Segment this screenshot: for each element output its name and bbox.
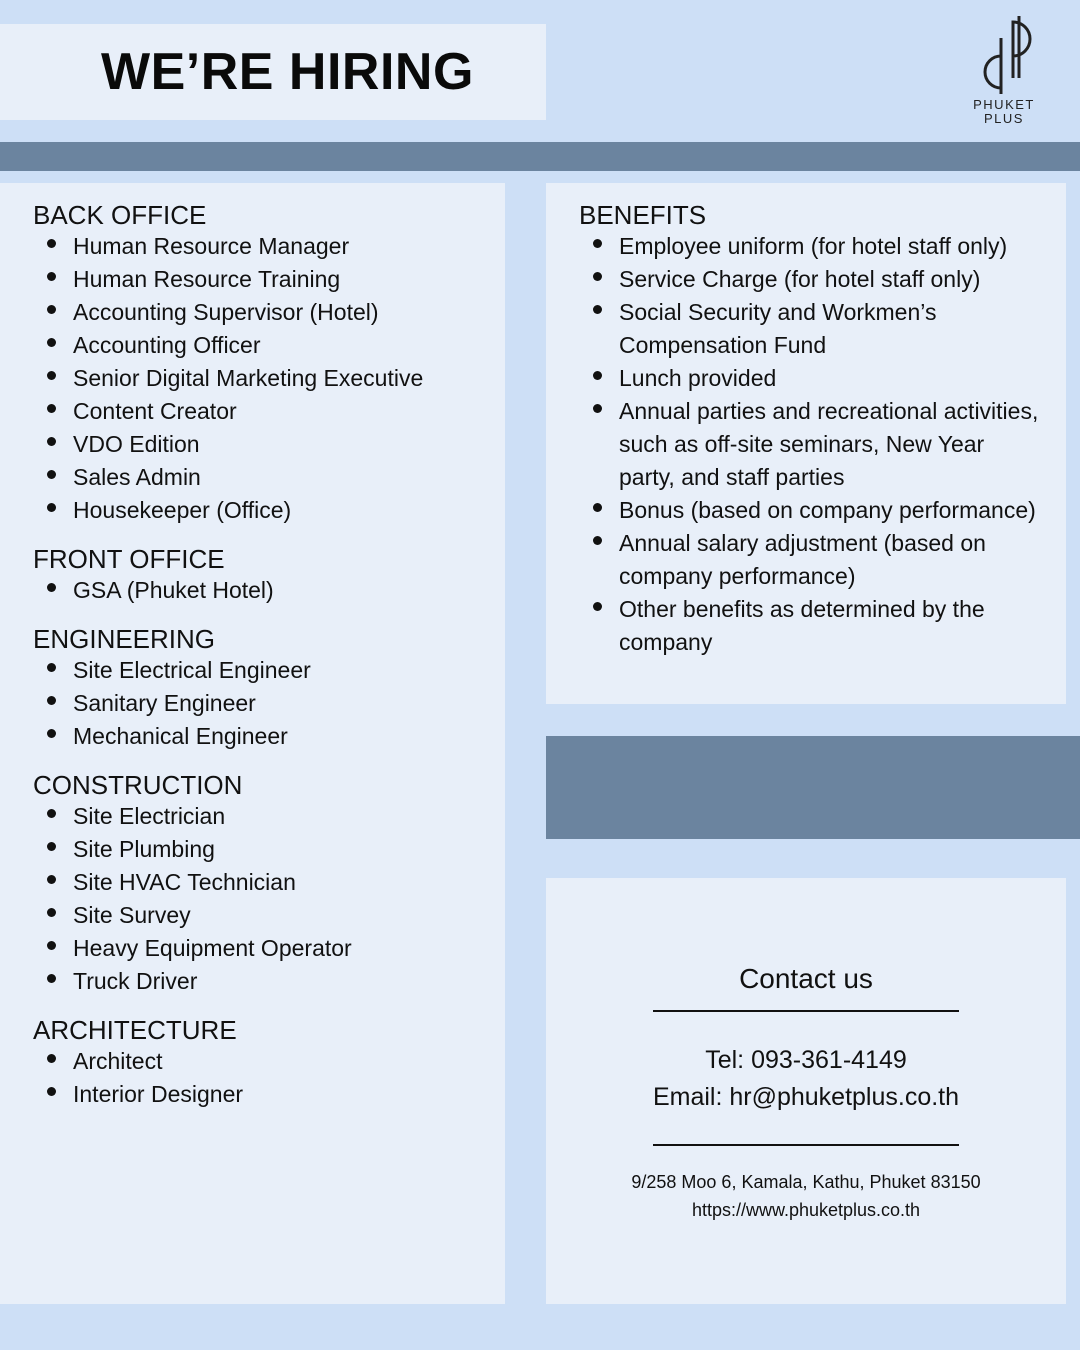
benefit-item: Employee uniform (for hotel staff only) (579, 230, 1066, 263)
job-item: Sales Admin (33, 461, 505, 494)
divider (653, 1010, 959, 1012)
job-list (33, 1045, 505, 1111)
contact-title: Contact us (739, 963, 873, 994)
job-section (33, 1015, 505, 1111)
job-item: Human Resource Manager (33, 230, 505, 263)
job-list (33, 800, 505, 998)
benefits-section (579, 200, 1066, 659)
title-box (0, 24, 546, 120)
logo (962, 8, 1046, 132)
contact-tel: Tel: 093-361-4149 (705, 1046, 907, 1074)
job-section (33, 544, 505, 607)
contact-panel (546, 878, 1066, 1304)
job-item: Mechanical Engineer (33, 720, 505, 753)
positions-panel (0, 183, 505, 1304)
job-item: Site Electrical Engineer (33, 654, 505, 687)
decorative-block (546, 736, 1080, 839)
section-title: BACK OFFICE (33, 200, 207, 230)
job-section (33, 200, 505, 527)
divider (653, 1144, 959, 1146)
benefit-item: Lunch provided (579, 362, 1066, 395)
job-item: Senior Digital Marketing Executive (33, 362, 505, 395)
job-item: Accounting Officer (33, 329, 505, 362)
benefit-item: Annual salary adjustment (based on company performance) (579, 527, 1066, 593)
benefits-title: BENEFITS (579, 200, 707, 230)
job-item: Architect (33, 1045, 505, 1078)
logo-text-line2: PLUS (984, 111, 1024, 126)
job-item: GSA (Phuket Hotel) (33, 574, 505, 607)
job-item: Site Electrician (33, 800, 505, 833)
contact-email: Email: hr@phuketplus.co.th (652, 1083, 960, 1111)
job-item: Site Survey (33, 899, 505, 932)
job-list (33, 230, 505, 527)
section-title: ENGINEERING (33, 624, 216, 654)
job-section (33, 770, 505, 998)
job-item: Interior Designer (33, 1078, 505, 1111)
logo-text-line1: PHUKET (973, 97, 1035, 112)
contact-website: https://www.phuketplus.co.th (691, 1200, 921, 1220)
job-item: Housekeeper (Office) (33, 494, 505, 527)
header-band (0, 142, 1080, 171)
benefits-list (579, 230, 1066, 659)
job-list (33, 654, 505, 753)
job-item: Site Plumbing (33, 833, 505, 866)
job-item: Heavy Equipment Operator (33, 932, 505, 965)
job-item: Truck Driver (33, 965, 505, 998)
job-section (33, 624, 505, 753)
job-item: Site HVAC Technician (33, 866, 505, 899)
job-list (33, 574, 505, 607)
section-title: CONSTRUCTION (33, 770, 243, 800)
job-item: Content Creator (33, 395, 505, 428)
benefits-panel (546, 183, 1066, 704)
job-item: VDO Edition (33, 428, 505, 461)
phuket-plus-logo-icon (969, 8, 1039, 98)
contact-address: 9/258 Moo 6, Kamala, Kathu, Phuket 83150 (631, 1172, 981, 1192)
benefit-item: Service Charge (for hotel staff only) (579, 263, 1066, 296)
benefit-item: Annual parties and recreational activities, such as off-site seminars, New Year party, and staff parties (579, 395, 1066, 494)
benefit-item: Other benefits as determined by the company (579, 593, 1066, 659)
section-title: FRONT OFFICE (33, 544, 225, 574)
benefit-item: Social Security and Workmen’s Compensation Fund (579, 296, 1066, 362)
job-item: Sanitary Engineer (33, 687, 505, 720)
benefit-item: Bonus (based on company performance) (579, 494, 1066, 527)
page-title: WE’RE HIRING (101, 43, 474, 101)
job-item: Human Resource Training (33, 263, 505, 296)
job-item: Accounting Supervisor (Hotel) (33, 296, 505, 329)
section-title: ARCHITECTURE (33, 1015, 237, 1045)
